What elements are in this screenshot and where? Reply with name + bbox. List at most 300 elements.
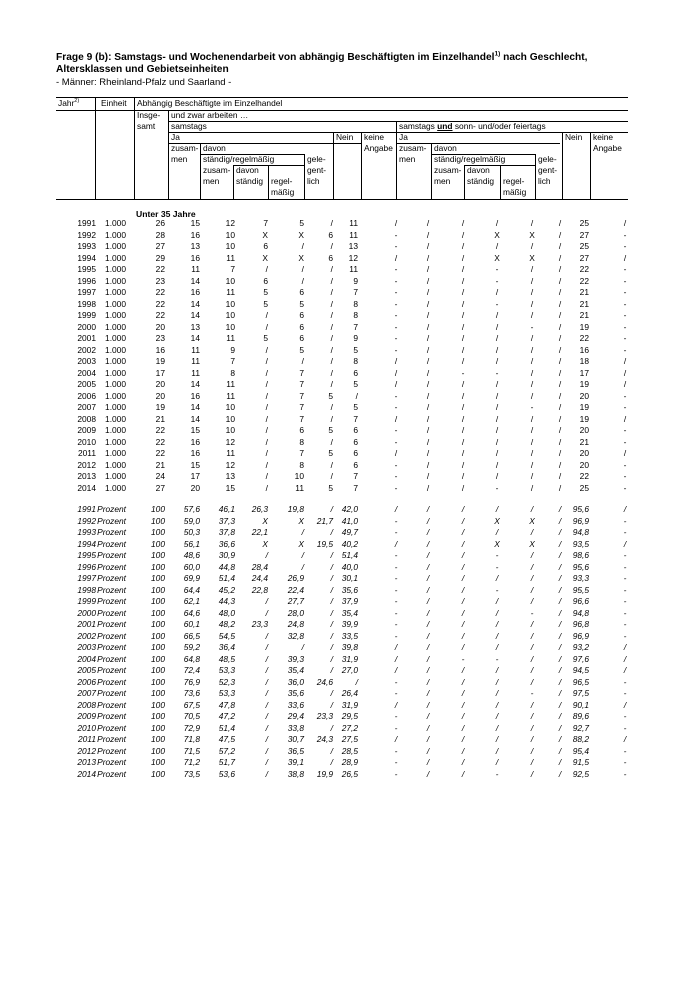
cell-so-staendig: / [495, 241, 499, 251]
header-zusammen-3b: men [203, 176, 220, 186]
cell-so-nein: 96,9 [572, 630, 589, 641]
header-insgesamt-2: samt [137, 121, 156, 131]
cell-so-gelegentl: / [558, 252, 562, 263]
header-ja-1: Ja [171, 132, 180, 142]
cell-so-regel: - [530, 321, 534, 332]
cell-sa-staendig: / [265, 379, 268, 389]
cell-so-nein: 97,6 [572, 653, 589, 664]
cell-sa-staendig: / [265, 425, 268, 435]
cell-so-staendreg-zus: / [461, 745, 465, 756]
cell-sa-keine: / [394, 642, 398, 652]
cell-unit: Prozent [97, 722, 126, 733]
cell-sa-staendig: / [265, 448, 268, 458]
cell-sa-staendreg-zus: 10 [225, 229, 235, 240]
cell-insgesamt: 20 [155, 379, 165, 389]
cell-sa-staendreg-zus: 9 [230, 344, 235, 355]
cell-so-zus: / [426, 711, 430, 721]
cell-sa-gelegentl: / [330, 321, 333, 332]
cell-sa-zus: 16 [190, 229, 200, 240]
cell-so-staendreg-zus: / [461, 711, 465, 721]
cell-year: 2006 [77, 390, 96, 401]
cell-unit: Prozent [97, 653, 126, 664]
cell-sa-keine: - [394, 711, 398, 721]
cell-so-keine: / [623, 356, 627, 366]
cell-sa-keine: / [394, 356, 398, 366]
cell-sa-keine: - [394, 757, 398, 767]
cell-sa-nein: 9 [353, 333, 358, 343]
cell-sa-gelegentl: / [330, 333, 333, 343]
cell-sa-regel: / [301, 642, 304, 652]
cell-year: 2001 [77, 333, 96, 343]
cell-so-gelegentl: / [558, 471, 562, 481]
cell-unit: Prozent [97, 734, 126, 744]
cell-sa-nein: 6 [353, 367, 358, 378]
cell-so-zus: / [426, 459, 430, 470]
cell-sa-zus: 64,6 [183, 607, 200, 618]
header-gelegentlich-1b: gent- [307, 165, 327, 175]
cell-sa-gelegentl: / [330, 584, 333, 595]
cell-so-staendig: / [495, 596, 499, 606]
cell-so-staendig: / [495, 573, 499, 583]
cell-so-gelegentl: / [558, 688, 562, 698]
cell-sa-nein: 27,2 [341, 722, 358, 733]
cell-so-zus: / [426, 550, 430, 560]
cell-so-regel: - [530, 688, 534, 698]
cell-so-keine: - [623, 436, 627, 447]
cell-sa-nein: 11 [349, 218, 358, 228]
cell-unit: 1.000 [105, 402, 126, 412]
cell-sa-zus: 50,3 [183, 527, 200, 537]
cell-sa-regel: 8 [299, 436, 304, 447]
cell-so-staendreg-zus: / [461, 504, 465, 514]
cell-so-keine: - [623, 573, 627, 583]
cell-so-keine: - [623, 768, 627, 779]
cell-sa-gelegentl: / [330, 356, 333, 366]
cell-sa-gelegentl: / [330, 527, 333, 537]
cell-insgesamt: 100 [151, 538, 165, 549]
table-row [0, 379, 700, 391]
cell-sa-regel: X [298, 252, 304, 263]
header-gelegentlich-2c: lich [538, 176, 551, 186]
cell-so-gelegentl: / [558, 653, 562, 664]
cell-sa-zus: 60,0 [183, 561, 200, 572]
cell-sa-staendig: X [262, 229, 268, 240]
cell-so-regel: / [530, 436, 534, 447]
cell-unit: 1.000 [105, 425, 126, 435]
cell-so-zus: / [426, 344, 430, 355]
cell-so-nein: 22 [579, 275, 589, 286]
cell-sa-staendig: 22,8 [251, 584, 268, 595]
cell-sa-staendig: 28,4 [251, 561, 268, 572]
cell-sa-staendig: / [265, 264, 268, 274]
cell-so-zus: / [426, 688, 430, 698]
cell-so-zus: / [426, 642, 430, 652]
cell-so-staendig: - [495, 561, 499, 572]
cell-sa-gelegentl: / [330, 310, 333, 320]
cell-so-gelegentl: / [558, 504, 562, 514]
cell-sa-staendig: 6 [263, 241, 268, 251]
cell-so-regel: X [529, 252, 535, 263]
cell-sa-zus: 71,8 [183, 734, 200, 744]
cell-sa-gelegentl: / [330, 722, 333, 733]
cell-so-nein: 19 [579, 413, 589, 424]
cell-sa-staendreg-zus: 10 [225, 310, 235, 320]
cell-sa-regel: 7 [299, 448, 304, 458]
cell-sa-staendreg-zus: 11 [226, 287, 235, 297]
cell-insgesamt: 19 [155, 356, 165, 366]
cell-so-gelegentl: / [558, 619, 562, 629]
cell-sa-regel: 5 [299, 298, 304, 309]
cell-unit: Prozent [97, 573, 126, 583]
cell-so-regel: / [530, 584, 534, 595]
table-row [0, 677, 700, 689]
cell-so-keine: - [623, 471, 627, 481]
cell-so-regel: / [530, 333, 534, 343]
cell-so-gelegentl: / [558, 379, 562, 389]
cell-year: 2005 [77, 379, 96, 389]
cell-so-staendig: / [495, 665, 499, 675]
cell-so-nein: 27 [579, 252, 589, 263]
cell-so-staendig: / [495, 504, 499, 514]
cell-so-regel: / [530, 471, 534, 481]
cell-year: 2004 [77, 367, 96, 378]
cell-sa-staendig: / [265, 482, 268, 493]
header-staendig-regel-1: ständig/regelmäßig [203, 154, 275, 164]
cell-sa-staendreg-zus: 10 [225, 425, 235, 435]
section-label: Unter 35 Jahre [136, 209, 196, 219]
header-regel-2a: regel- [503, 176, 525, 186]
cell-insgesamt: 100 [151, 665, 165, 675]
cell-year: 2014 [77, 768, 96, 779]
cell-so-staendreg-zus: / [461, 413, 465, 424]
table-row [0, 391, 700, 403]
cell-insgesamt: 20 [155, 390, 165, 401]
cell-so-nein: 19 [579, 379, 589, 389]
cell-so-regel: / [530, 241, 534, 251]
cell-year: 2003 [77, 356, 96, 366]
cell-so-staendig: / [495, 642, 499, 652]
header-abhaengig: Abhängig Beschäftigte im Einzelhandel [137, 98, 283, 108]
cell-so-zus: / [426, 321, 430, 332]
cell-sa-zus: 72,4 [183, 665, 200, 675]
cell-insgesamt: 100 [151, 584, 165, 595]
cell-sa-zus: 11 [191, 264, 200, 274]
cell-sa-nein: 27,5 [341, 734, 358, 744]
header-nein-1: Nein [336, 132, 354, 142]
cell-so-staendig: / [495, 344, 499, 355]
cell-sa-nein: 5 [353, 402, 358, 412]
cell-year: 2014 [77, 482, 96, 493]
cell-so-zus: / [426, 287, 430, 297]
cell-so-zus: / [426, 436, 430, 447]
cell-insgesamt: 100 [151, 504, 165, 514]
cell-sa-gelegentl: 6 [328, 229, 333, 240]
cell-unit: Prozent [97, 699, 126, 710]
cell-so-zus: / [426, 527, 430, 537]
cell-sa-gelegentl: / [330, 241, 333, 251]
cell-so-staendig: / [495, 711, 499, 721]
cell-sa-nein: 7 [353, 321, 358, 332]
cell-year: 1992 [77, 515, 96, 526]
header-zusammen-2b: men [399, 154, 416, 164]
table-row [0, 596, 700, 608]
cell-sa-zus: 72,9 [183, 722, 200, 733]
cell-so-keine: - [623, 298, 627, 309]
cell-sa-keine: - [394, 264, 398, 274]
cell-sa-keine: - [394, 676, 398, 687]
header-regel-1a: regel- [271, 176, 293, 186]
cell-sa-staendreg-zus: 47,5 [218, 734, 235, 744]
cell-insgesamt: 100 [151, 550, 165, 560]
cell-sa-zus: 16 [190, 448, 200, 458]
cell-sa-gelegentl: 19,9 [316, 768, 333, 779]
cell-unit: 1.000 [105, 367, 126, 378]
cell-sa-staendig: X [262, 538, 268, 549]
cell-unit: Prozent [97, 745, 126, 756]
cell-sa-zus: 62,1 [183, 596, 200, 606]
cell-so-regel: / [530, 630, 534, 641]
cell-sa-gelegentl: / [330, 688, 333, 698]
cell-sa-staendig: / [265, 734, 268, 744]
table-row [0, 402, 700, 414]
cell-so-nein: 16 [579, 344, 589, 355]
cell-so-regel: / [530, 734, 534, 744]
cell-unit: Prozent [97, 688, 126, 698]
cell-year: 1993 [77, 527, 96, 537]
cell-unit: Prozent [97, 504, 126, 514]
cell-sa-keine: - [394, 310, 398, 320]
table-row [0, 723, 700, 735]
cell-so-regel: / [530, 390, 534, 401]
cell-so-regel: / [530, 757, 534, 767]
table-row [0, 688, 700, 700]
cell-so-nein: 95,4 [572, 745, 589, 756]
cell-sa-keine: / [394, 218, 398, 228]
cell-sa-keine: - [394, 229, 398, 240]
cell-so-regel: / [530, 356, 534, 366]
cell-sa-staendig: / [265, 642, 268, 652]
cell-year: 2013 [77, 757, 96, 767]
header-und-zwar: und zwar arbeiten … [171, 110, 249, 120]
cell-sa-staendig: / [265, 459, 268, 470]
cell-so-staendig: X [494, 515, 500, 526]
cell-so-gelegentl: / [558, 298, 562, 309]
cell-year: 1999 [77, 596, 96, 606]
cell-insgesamt: 20 [155, 321, 165, 332]
cell-so-keine: / [623, 653, 627, 664]
cell-so-gelegentl: / [558, 459, 562, 470]
cell-sa-zus: 14 [190, 379, 200, 389]
cell-sa-zus: 16 [190, 287, 200, 297]
cell-sa-keine: - [394, 402, 398, 412]
header-gelegentlich-2b: gent- [538, 165, 558, 175]
cell-sa-nein: 35,4 [341, 607, 358, 618]
cell-so-keine: - [623, 561, 627, 572]
cell-so-zus: / [426, 298, 430, 309]
cell-so-gelegentl: / [558, 287, 562, 297]
cell-so-staendreg-zus: / [461, 425, 465, 435]
cell-sa-gelegentl: / [330, 436, 333, 447]
cell-sa-keine: - [394, 745, 398, 756]
cell-so-gelegentl: / [558, 241, 562, 251]
cell-sa-nein: 5 [353, 379, 358, 389]
cell-sa-nein: 8 [353, 298, 358, 309]
cell-sa-keine: - [394, 573, 398, 583]
header-davon-4: davon [467, 165, 490, 175]
cell-sa-gelegentl: 5 [328, 482, 333, 493]
cell-sa-gelegentl: 23,3 [316, 711, 333, 721]
cell-so-staendig: - [495, 264, 499, 274]
cell-sa-gelegentl: / [330, 218, 333, 228]
cell-so-gelegentl: / [558, 584, 562, 595]
cell-so-nein: 96,5 [572, 676, 589, 687]
cell-insgesamt: 100 [151, 561, 165, 572]
header-staendig-2: ständig [467, 176, 495, 186]
cell-unit: 1.000 [105, 436, 126, 447]
cell-unit: 1.000 [105, 275, 126, 286]
cell-unit: Prozent [97, 550, 126, 560]
cell-sa-keine: / [394, 413, 398, 424]
cell-insgesamt: 17 [155, 367, 165, 378]
cell-so-staendreg-zus: / [461, 550, 465, 560]
cell-year: 2006 [77, 676, 96, 687]
cell-year: 2001 [77, 619, 96, 629]
table-row [0, 253, 700, 265]
cell-so-nein: 19 [579, 402, 589, 412]
header-insgesamt-1: Insge- [137, 110, 161, 120]
cell-so-staendreg-zus: / [461, 607, 465, 618]
cell-so-keine: - [623, 459, 627, 470]
cell-sa-zus: 14 [190, 275, 200, 286]
cell-so-gelegentl: / [558, 264, 562, 274]
cell-unit: Prozent [97, 561, 126, 572]
cell-so-staendig: / [495, 676, 499, 687]
cell-sa-gelegentl: / [330, 471, 333, 481]
cell-year: 1995 [77, 264, 96, 274]
cell-unit: Prozent [97, 711, 126, 721]
cell-sa-nein: / [355, 390, 358, 401]
cell-sa-staendreg-zus: 54,5 [218, 630, 235, 641]
cell-sa-gelegentl: / [330, 550, 333, 560]
cell-sa-zus: 15 [190, 218, 200, 228]
cell-insgesamt: 100 [151, 757, 165, 767]
cell-so-gelegentl: / [558, 436, 562, 447]
cell-unit: 1.000 [105, 298, 126, 309]
cell-so-zus: / [426, 448, 430, 458]
cell-sa-staendreg-zus: 11 [226, 252, 235, 263]
cell-sa-regel: 7 [299, 390, 304, 401]
cell-sa-staendig: X [262, 515, 268, 526]
cell-sa-regel: X [298, 538, 304, 549]
cell-year: 1996 [77, 275, 96, 286]
cell-so-keine: - [623, 344, 627, 355]
cell-so-staendreg-zus: / [461, 619, 465, 629]
cell-so-nein: 22 [579, 333, 589, 343]
cell-so-regel: / [530, 287, 534, 297]
cell-insgesamt: 29 [155, 252, 165, 263]
cell-sa-staendreg-zus: 10 [225, 241, 235, 251]
cell-sa-regel: 8 [299, 459, 304, 470]
cell-sa-gelegentl: / [330, 504, 333, 514]
table-row [0, 264, 700, 276]
cell-sa-regel: 35,4 [287, 665, 304, 675]
cell-so-staendig: / [495, 390, 499, 401]
cell-sa-staendig: / [265, 550, 268, 560]
cell-so-zus: / [426, 504, 430, 514]
cell-sa-zus: 64,8 [183, 653, 200, 664]
header-zusammen-3a: zusam- [203, 165, 231, 175]
cell-sa-staendig: / [265, 676, 268, 687]
cell-sa-keine: / [394, 734, 398, 744]
cell-sa-keine: - [394, 333, 398, 343]
cell-sa-zus: 60,1 [183, 619, 200, 629]
cell-insgesamt: 100 [151, 619, 165, 629]
header-samstags-und-sonn: samstags und sonn- und/oder feiertags [399, 121, 546, 131]
cell-so-nein: 27 [579, 229, 589, 240]
header-nein-2: Nein [565, 132, 583, 142]
cell-so-staendreg-zus: / [461, 527, 465, 537]
cell-sa-staendreg-zus: 11 [226, 448, 235, 458]
cell-year: 1996 [77, 561, 96, 572]
cell-so-staendig: - [495, 298, 499, 309]
cell-sa-staendreg-zus: 8 [230, 367, 235, 378]
table-row [0, 631, 700, 643]
cell-sa-gelegentl: 5 [328, 425, 333, 435]
header-davon-2: davon [434, 143, 457, 153]
cell-sa-staendreg-zus: 44,3 [218, 596, 235, 606]
cell-so-zus: / [426, 425, 430, 435]
cell-sa-staendreg-zus: 15 [225, 482, 235, 493]
header-jahr: Jahr$^{2)}$ [58, 98, 80, 108]
cell-sa-gelegentl: / [330, 653, 333, 664]
cell-so-keine: / [623, 252, 627, 263]
cell-so-staendreg-zus: / [461, 584, 465, 595]
cell-so-keine: / [623, 448, 627, 458]
cell-sa-gelegentl: / [330, 596, 333, 606]
cell-sa-staendig: / [265, 413, 268, 424]
cell-so-staendig: / [495, 688, 499, 698]
cell-so-staendreg-zus: / [461, 768, 465, 779]
cell-sa-gelegentl: / [330, 757, 333, 767]
cell-so-regel: / [530, 504, 534, 514]
cell-sa-zus: 20 [190, 482, 200, 493]
cell-sa-regel: 7 [299, 367, 304, 378]
cell-sa-gelegentl: 21,7 [316, 515, 333, 526]
cell-unit: 1.000 [105, 344, 126, 355]
cell-so-gelegentl: / [558, 413, 562, 424]
cell-so-nein: 95,6 [572, 504, 589, 514]
cell-insgesamt: 100 [151, 734, 165, 744]
cell-so-staendreg-zus: / [461, 298, 465, 309]
cell-year: 1997 [77, 573, 96, 583]
cell-so-regel: / [530, 367, 534, 378]
cell-sa-keine: - [394, 515, 398, 526]
cell-so-staendig: / [495, 619, 499, 629]
cell-sa-gelegentl: 6 [328, 252, 333, 263]
cell-sa-zus: 14 [190, 310, 200, 320]
cell-so-zus: / [426, 275, 430, 286]
cell-sa-staendreg-zus: 11 [226, 333, 235, 343]
cell-so-nein: 96,9 [572, 515, 589, 526]
cell-so-gelegentl: / [558, 665, 562, 675]
cell-sa-regel: 6 [299, 333, 304, 343]
cell-insgesamt: 27 [155, 241, 165, 251]
cell-insgesamt: 21 [155, 413, 165, 424]
cell-sa-gelegentl: 24,3 [316, 734, 333, 744]
cell-sa-zus: 16 [190, 436, 200, 447]
cell-sa-regel: 32,8 [287, 630, 304, 641]
cell-so-gelegentl: / [558, 367, 562, 378]
